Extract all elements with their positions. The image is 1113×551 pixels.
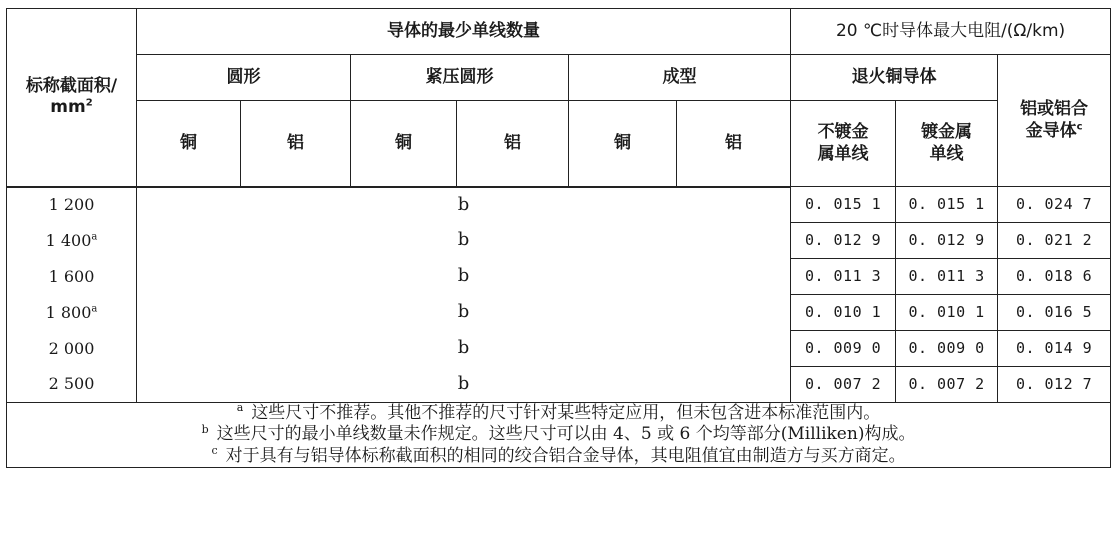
plain-resistance-cell: 0. 010 1: [791, 295, 896, 331]
table-row: [7, 367, 1111, 403]
footnote-a: a 这些尺寸不推荐。其他不推荐的尺寸针对某些特定应用，但未包含进本标准范围内。: [236, 401, 881, 423]
min-wires-cell: b: [137, 331, 791, 367]
coated-resistance-cell: 0. 009 0: [896, 331, 998, 367]
min-wires-group-header: 导体的最少单线数量: [137, 9, 791, 55]
annealed-copper-header: 退火铜导体: [791, 55, 998, 101]
min-wires-cell: b: [137, 259, 791, 295]
shaped-aluminium-header: 铝: [677, 101, 791, 187]
table-row: [7, 295, 1111, 331]
nominal-area-cell: 2 000: [7, 331, 137, 367]
compacted-round-header: 紧压圆形: [351, 55, 569, 101]
footnote-c: c 对于具有与铝导体标称截面积的相同的绞合铝合金导体，其电阻值宜由制造方与买方商定。: [211, 443, 906, 466]
al-resistance-cell: 0. 018 6: [998, 259, 1111, 295]
plain-resistance-cell: 0. 011 3: [791, 259, 896, 295]
plain-resistance-cell: 0. 012 9: [791, 223, 896, 259]
plain-resistance-cell: 0. 015 1: [791, 187, 896, 223]
header-row-3: [7, 101, 1111, 187]
footnote-text: 这些尺寸的最小单线数量未作规定。这些尺寸可以由 4、5 或 6 个均等部分(Milliken)构成。: [216, 424, 916, 445]
footnote-b: b 这些尺寸的最小单线数量未作规定。这些尺寸可以由 4、5 或 6 个均等部分(Milliken)构成。: [201, 422, 916, 445]
nominal-area-cell: 1 600: [7, 259, 137, 295]
al-alloy-note-mark: c: [1076, 120, 1083, 132]
nominal-area-unit: $mm^2$: [50, 97, 93, 118]
al-resistance-cell: 0. 014 9: [998, 331, 1111, 367]
nominal-area-cell: 1 400$^a$: [7, 223, 137, 259]
al-resistance-cell: 0. 016 5: [998, 295, 1111, 331]
table-row: [7, 223, 1111, 259]
table-row: [7, 331, 1111, 367]
table-row: [7, 259, 1111, 295]
al-resistance-cell: 0. 021 2: [998, 223, 1111, 259]
footnotes: [7, 403, 1111, 468]
conductor-resistance-table: [6, 8, 1111, 468]
header-row-2: [7, 55, 1111, 101]
min-wires-cell: b: [137, 367, 791, 403]
al-resistance-cell: 0. 024 7: [998, 187, 1111, 223]
round-copper-header: 铜: [137, 101, 241, 187]
plain-resistance-cell: 0. 007 2: [791, 367, 896, 403]
table-row: [7, 187, 1111, 223]
compacted-aluminium-header: 铝: [457, 101, 569, 187]
footnote-text: 对于具有与铝导体标称截面积的相同的绞合铝合金导体，其电阻值宜由制造方与买方商定。: [225, 445, 906, 466]
round-header: 圆形: [137, 55, 351, 101]
footnote-text: 这些尺寸不推荐。其他不推荐的尺寸针对某些特定应用，但未包含进本标准范围内。: [251, 403, 881, 423]
coated-resistance-cell: 0. 015 1: [896, 187, 998, 223]
al-alloy-label-line2: 金导体: [1025, 120, 1077, 141]
shaped-header: 成型: [569, 55, 791, 101]
shaped-copper-header: 铜: [569, 101, 677, 187]
min-wires-cell: b: [137, 223, 791, 259]
compacted-copper-header: 铜: [351, 101, 457, 187]
min-wires-cell: b: [137, 295, 791, 331]
coated-wires-header: 镀金属 单线: [896, 101, 998, 187]
al-resistance-cell: 0. 012 7: [998, 367, 1111, 403]
nominal-area-label: 标称截面积/: [25, 76, 118, 96]
nominal-area-cell: 2 500: [7, 367, 137, 403]
nominal-area-cell: 1 800$^a$: [7, 295, 137, 331]
plain-wires-header: 不镀金 属单线: [791, 101, 896, 187]
footnotes-row: [7, 403, 1111, 468]
coated-resistance-cell: 0. 011 3: [896, 259, 998, 295]
max-resistance-group-header: 20 ℃时导体最大电阻/(Ω/km): [791, 9, 1111, 55]
al-alloy-label-line1: 铝或铝合: [1020, 99, 1089, 120]
coated-resistance-cell: 0. 012 9: [896, 223, 998, 259]
min-wires-cell: b: [137, 187, 791, 223]
plain-resistance-cell: 0. 009 0: [791, 331, 896, 367]
nominal-area-cell: 1 200: [7, 187, 137, 223]
header-row-1: [7, 9, 1111, 55]
round-aluminium-header: 铝: [241, 101, 351, 187]
coated-resistance-cell: 0. 010 1: [896, 295, 998, 331]
nominal-area-header: [7, 9, 137, 187]
coated-resistance-cell: 0. 007 2: [896, 367, 998, 403]
al-alloy-header: [998, 55, 1111, 187]
